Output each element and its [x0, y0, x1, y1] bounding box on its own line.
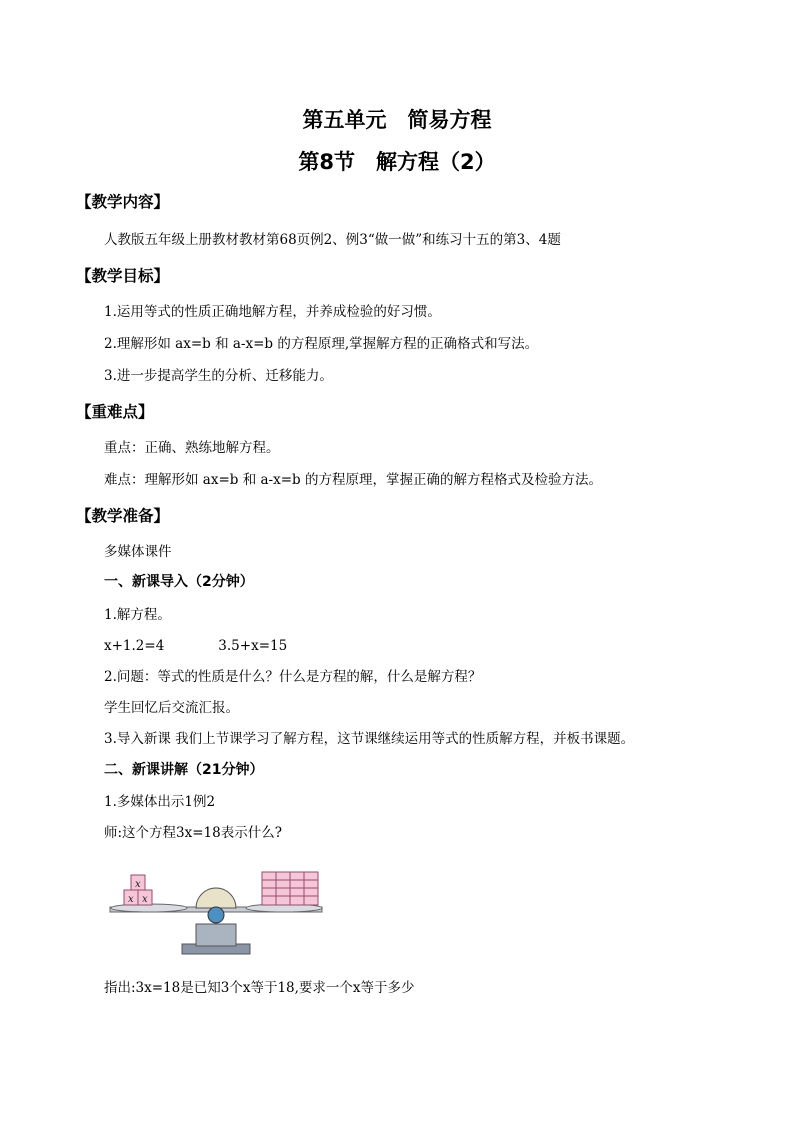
goal-item-2: 2.理解形如 ax=b 和 a-x=b 的方程原理,掌握解方程的正确格式和写法。	[104, 336, 539, 352]
section-heading-prep: 【教学准备】	[76, 507, 170, 525]
x-box-label: x	[135, 879, 141, 890]
section-heading-keypoints: 【重难点】	[76, 403, 154, 421]
difficult-point: 难点：理解形如 ax=b 和 a-x=b 的方程原理，掌握正确的解方程格式及检验方法。	[104, 472, 602, 488]
key-point: 重点：正确、熟练地解方程。	[104, 440, 280, 456]
scale-dial	[196, 888, 236, 908]
x-box-label: x	[142, 894, 148, 905]
prep-text: 多媒体课件	[104, 544, 172, 560]
part1-line-4: 学生回忆后交流汇报。	[104, 700, 239, 716]
part2-after-figure: 指出:3x=18是已知3个x等于18,要求一个x等于多少	[104, 980, 415, 996]
balance-scale-illustration	[104, 860, 328, 956]
content-text: 人教版五年级上册教材教材第68页例2、例3“做一做”和练习十五的第3、4题	[104, 232, 561, 248]
unit-blocks	[262, 872, 318, 905]
part1-line-5: 3.导入新课 我们上节课学习了解方程，这节课继续运用等式的性质解方程，并板书课题。	[104, 731, 635, 747]
section-heading-goals: 【教学目标】	[76, 267, 170, 285]
title-line-2: 第8节 解方程（2）	[298, 150, 496, 174]
goal-item-3: 3.进一步提高学生的分析、迁移能力。	[104, 368, 333, 384]
part1-line-2: x+1.2=4 3.5+x=15	[104, 638, 288, 654]
x-box-label: x	[128, 894, 134, 905]
section-heading-content: 【教学内容】	[76, 193, 170, 211]
part1-line-3: 2.问题：等式的性质是什么？什么是方程的解，什么是解方程？	[104, 669, 482, 685]
part1-line-1: 1.解方程。	[104, 607, 171, 623]
scale-pivot	[208, 907, 224, 923]
title-line-1: 第五单元 简易方程	[302, 108, 492, 132]
part2-heading: 二、新课讲解（21分钟）	[104, 762, 264, 778]
part2-line-2: 师:这个方程3x=18表示什么?	[104, 825, 282, 841]
part1-heading: 一、新课导入（2分钟）	[104, 574, 254, 590]
part2-line-1: 1.多媒体出示1例2	[104, 794, 216, 810]
goal-item-1: 1.运用等式的性质正确地解方程，并养成检验的好习惯。	[104, 304, 441, 320]
scale-column	[196, 924, 236, 946]
